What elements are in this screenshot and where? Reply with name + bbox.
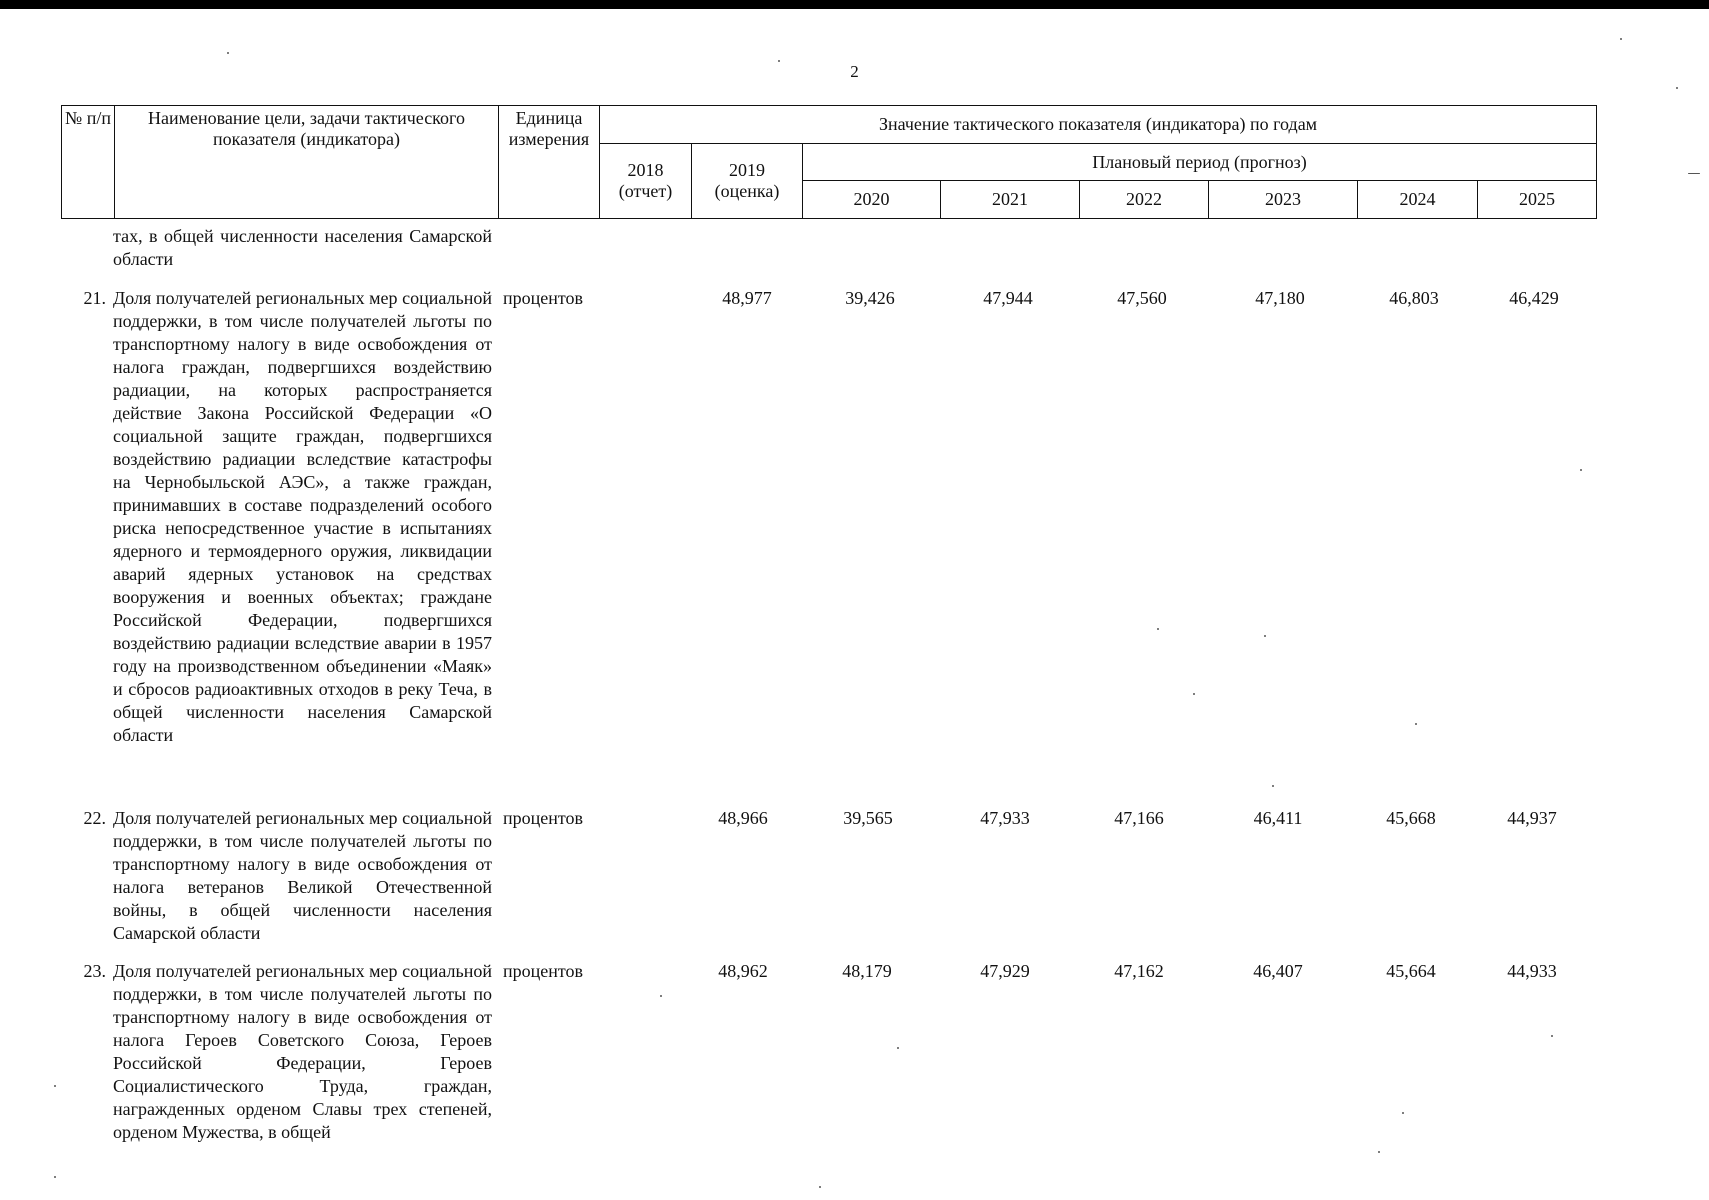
scan-speck bbox=[660, 995, 662, 997]
value-2022: 47,166 bbox=[1114, 808, 1164, 828]
value-2021: 47,944 bbox=[983, 288, 1033, 308]
scan-speck bbox=[1688, 173, 1700, 174]
value-2024: 46,803 bbox=[1389, 288, 1439, 308]
value-2025: 44,933 bbox=[1507, 961, 1557, 981]
row-unit: процентов bbox=[503, 808, 584, 828]
value-2025: 44,937 bbox=[1507, 808, 1557, 828]
col-header-2020: 2020 bbox=[803, 181, 941, 219]
row-unit: процентов bbox=[503, 288, 584, 308]
indicator-table-header bbox=[61, 105, 1597, 219]
col-header-2025: 2025 bbox=[1478, 181, 1597, 219]
page-number: 2 bbox=[850, 62, 859, 81]
scan-speck bbox=[1157, 628, 1159, 630]
scan-speck bbox=[1551, 1035, 1553, 1037]
value-2019: 48,966 bbox=[718, 808, 768, 828]
scan-speck bbox=[1676, 87, 1678, 89]
col-header-plan-period: Плановый период (прогноз) bbox=[803, 144, 1597, 181]
scan-speck bbox=[1264, 635, 1266, 637]
value-2021: 47,929 bbox=[980, 961, 1030, 981]
value-2020: 39,426 bbox=[845, 288, 895, 308]
scan-speck bbox=[1272, 785, 1274, 787]
row-unit: процентов bbox=[503, 961, 584, 981]
scan-speck bbox=[1415, 723, 1417, 725]
row-indicator-text: Доля получателей региональных мер социальной поддержки, в том числе получателей льготы по транспортному налогу в виде освобождения от налога граждан, подвергшихся воздействию радиации, на которых распространяется действие Закона Российской Федерации «О социальной защите граждан, подвергшихся воздействию радиации вследствие катастрофы на Чернобыльской АЭС», а также граждан, принимавших в составе подразделений особого риска непосредственное участие в испытаниях ядерного и термоядерного оружия, ликвидации аварий ядерных установок на средствах вооружения и военных объектах; граждане Российской Федерации, подвергшихся воздействию радиации вследствие аварии в 1957 году на производственном объединении «Маяк» и сбросов радиоактивных отходов в реку Теча, в общей численности населения Самарской области bbox=[113, 288, 492, 745]
value-2022: 47,560 bbox=[1117, 288, 1167, 308]
col-header-2019: 2019 (оценка) bbox=[692, 144, 803, 219]
scan-speck bbox=[54, 1176, 56, 1178]
row-number: 22. bbox=[83, 808, 106, 828]
scan-speck bbox=[54, 1085, 56, 1087]
col-header-values-group: Значение тактического показателя (индикатора) по годам bbox=[600, 106, 1597, 144]
scan-speck bbox=[1193, 693, 1195, 695]
col-header-2018: 2018 (отчет) bbox=[600, 144, 692, 219]
scan-speck bbox=[819, 1186, 821, 1188]
value-2024: 45,668 bbox=[1386, 808, 1436, 828]
col-header-num: № п/п bbox=[62, 106, 115, 219]
row-number: 21. bbox=[83, 288, 106, 308]
col-header-2024: 2024 bbox=[1358, 181, 1478, 219]
value-2023: 46,407 bbox=[1253, 961, 1303, 981]
row-indicator-text: Доля получателей региональных мер социальной поддержки, в том числе получателей льготы по транспортному налогу в виде освобождения от налога ветеранов Великой Отечественной войны, в общей численности населения Самарской области bbox=[113, 808, 492, 943]
value-2020: 48,179 bbox=[842, 961, 892, 981]
col-header-2021: 2021 bbox=[941, 181, 1080, 219]
scan-speck bbox=[778, 60, 780, 62]
continuation-text: тах, в общей численности населения Самарской области bbox=[113, 226, 492, 269]
scan-speck bbox=[1580, 469, 1582, 471]
scan-speck bbox=[1620, 38, 1622, 40]
col-header-2022: 2022 bbox=[1080, 181, 1209, 219]
col-header-name: Наименование цели, задачи тактического показателя (индикатора) bbox=[115, 106, 499, 219]
scan-top-edge bbox=[0, 0, 1709, 9]
row-indicator-text: Доля получателей региональных мер социальной поддержки, в том числе получателей льготы по транспортному налогу в виде освобождения от налога Героев Советского Союза, Героев Российской Федерации, Героев Социалистического Труда, граждан, награжденных орденом Славы трех степеней, орденом Мужества, в общей bbox=[113, 961, 492, 1142]
scan-speck bbox=[1378, 1151, 1380, 1153]
col-header-2023: 2023 bbox=[1209, 181, 1358, 219]
row-number: 23. bbox=[83, 961, 106, 981]
col-header-unit: Единица измерения bbox=[499, 106, 600, 219]
value-2025: 46,429 bbox=[1509, 288, 1559, 308]
scan-speck bbox=[1402, 1112, 1404, 1114]
value-2019: 48,977 bbox=[722, 288, 772, 308]
value-2020: 39,565 bbox=[843, 808, 893, 828]
scan-speck bbox=[897, 1047, 899, 1049]
value-2023: 47,180 bbox=[1255, 288, 1305, 308]
value-2023: 46,411 bbox=[1253, 808, 1303, 828]
value-2022: 47,162 bbox=[1114, 961, 1164, 981]
value-2024: 45,664 bbox=[1386, 961, 1436, 981]
value-2021: 47,933 bbox=[980, 808, 1030, 828]
scan-speck bbox=[227, 52, 229, 54]
value-2019: 48,962 bbox=[718, 961, 768, 981]
